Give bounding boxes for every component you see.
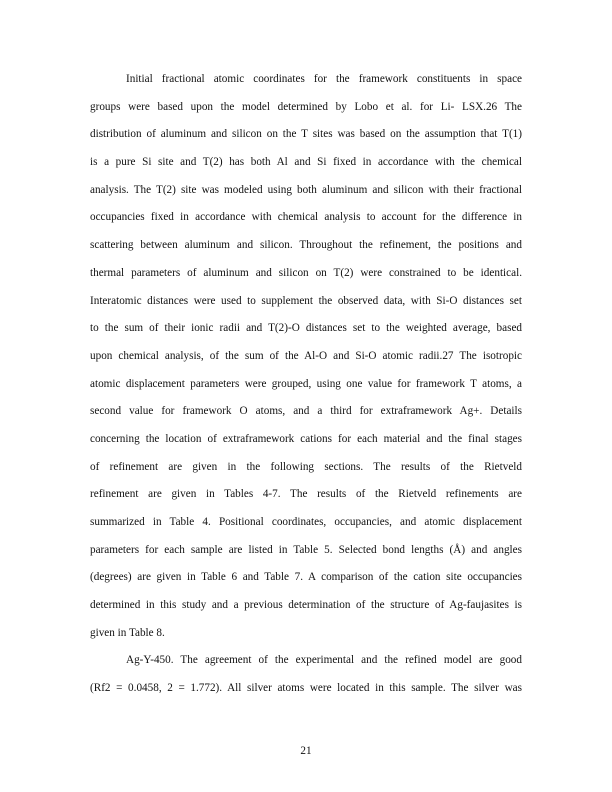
- text-line: of refinement are given in the following sections. The results of the Rietveld: [90, 460, 522, 473]
- text-line: parameters for each sample are listed in Table 5. Selected bond lengths (Å) and angles: [90, 543, 522, 556]
- text-line: analysis. The T(2) site was modeled using both aluminum and silicon with their fractional: [90, 183, 522, 196]
- text-line: occupancies fixed in accordance with chemical analysis to account for the difference in: [90, 211, 522, 224]
- text-line: concerning the location of extraframework cations for each material and the final stages: [90, 432, 522, 445]
- text-line: is a pure Si site and T(2) has both Al and Si fixed in accordance with the chemical: [90, 156, 522, 169]
- text-line: (degrees) are given in Table 6 and Table 7. A comparison of the cation site occupancies: [90, 571, 522, 584]
- text-line: Initial fractional atomic coordinates for the framework constituents in space: [126, 73, 522, 85]
- text-line: Ag-Y-450. The agreement of the experimental and the refined model are good: [126, 654, 522, 667]
- text-line: atomic displacement parameters were grouped, using one value for framework T atoms, a: [90, 377, 522, 390]
- text-line: scattering between aluminum and silicon. Throughout the refinement, the positions and: [90, 239, 522, 252]
- text-line: distribution of aluminum and silicon on the T sites was based on the assumption that T(1): [90, 128, 522, 141]
- text-line: summarized in Table 4. Positional coordinates, occupancies, and atomic displacement: [90, 516, 522, 528]
- text-line: second value for framework O atoms, and a third for extraframework Ag+. Details: [90, 405, 522, 418]
- text-line: refinement are given in Tables 4-7. The results of the Rietveld refinements are: [90, 488, 522, 501]
- page-number: 21: [300, 745, 312, 757]
- text-line: given in Table 8.: [90, 626, 165, 639]
- text-line: thermal parameters of aluminum and silicon on T(2) were constrained to be identical.: [90, 266, 522, 279]
- text-line: upon chemical analysis, of the sum of the Al-O and Si-O atomic radii.27 The isotropic: [90, 349, 522, 362]
- text-line: (Rf2 = 0.0458, 2 = 1.772). All silver atoms were located in this sample. The silver was: [90, 682, 522, 695]
- body-text: [90, 66, 522, 703]
- text-line: determined in this study and a previous determination of the structure of Ag-faujasites is: [90, 599, 522, 612]
- text-line: to the sum of their ionic radii and T(2)-O distances set to the weighted average, based: [90, 322, 522, 335]
- text-line: groups were based upon the model determined by Lobo et al. for Li- LSX.26 The: [90, 100, 522, 113]
- text-line: Interatomic distances were used to supplement the observed data, with Si-O distances set: [90, 294, 522, 307]
